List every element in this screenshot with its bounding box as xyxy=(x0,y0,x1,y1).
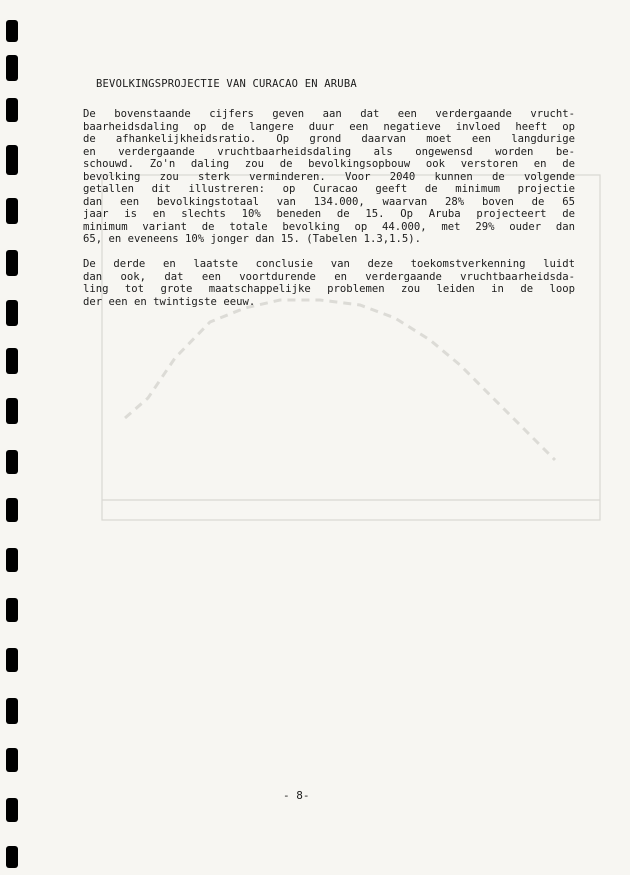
binding-mark-11 xyxy=(6,498,18,522)
page-number: - 8- xyxy=(283,789,310,802)
page-title: BEVOLKINGSPROJECTIE VAN CURACAO EN ARUBA xyxy=(96,78,357,90)
binding-mark-15 xyxy=(6,698,18,724)
binding-mark-3 xyxy=(6,98,18,122)
text-line: dan ook, dat een voortdurende en verdergaande vruchtbaarheidsda- xyxy=(83,270,575,283)
binding-mark-8 xyxy=(6,348,18,374)
text-line: ling tot grote maatschappelijke problemen zou leiden in de loop xyxy=(83,283,575,295)
binding-mark-17 xyxy=(6,798,18,822)
binding-mark-4 xyxy=(6,145,18,175)
text-line: bevolking zou sterk verminderen. Voor 2040 kunnen de volgende xyxy=(83,170,575,183)
binding-mark-9 xyxy=(6,398,18,424)
paragraph-1 xyxy=(83,108,575,246)
text-line: en verdergaande vruchtbaarheidsdaling als ongewensd worden be- xyxy=(83,145,575,158)
text-line: De derde en laatste conclusie van deze toekomstverkenning luidt xyxy=(83,258,575,270)
binding-mark-13 xyxy=(6,598,18,622)
binding-mark-10 xyxy=(6,450,18,474)
binding-mark-5 xyxy=(6,198,18,224)
binding-mark-12 xyxy=(6,548,18,572)
binding-mark-7 xyxy=(6,300,18,326)
text-line: 65, en eveneens 10% jonger dan 15. (Tabelen 1.3,1.5). xyxy=(83,233,422,245)
binding-mark-18 xyxy=(6,846,18,868)
binding-mark-16 xyxy=(6,748,18,772)
text-line: der een en twintigste eeuw. xyxy=(83,295,256,308)
text-line: schouwd. Zo'n daling zou de bevolkingsopbouw ook verstoren en de xyxy=(83,158,575,170)
text-line: de afhankelijkheidsratio. Op grond daarvan moet een langdurige xyxy=(83,133,575,145)
paragraph-2 xyxy=(83,258,575,308)
binding-mark-6 xyxy=(6,250,18,276)
binding-mark-1 xyxy=(6,20,18,42)
text-line: dan een bevolkingstotaal van 134.000, waarvan 28% boven de 65 xyxy=(83,195,575,208)
text-line: minimum variant de totale bevolking op 44.000, met 29% ouder dan xyxy=(83,220,575,233)
text-line: getallen dit illustreren: op Curacao geeft de minimum projectie xyxy=(83,183,575,195)
binding-mark-14 xyxy=(6,648,18,672)
text-line: De bovenstaande cijfers geven aan dat een verdergaande vrucht- xyxy=(83,108,575,120)
binding-mark-2 xyxy=(6,55,18,81)
text-line: jaar is en slechts 10% beneden de 15. Op Aruba projecteert de xyxy=(83,208,575,220)
text-line: baarheidsdaling op de langere duur een negatieve invloed heeft op xyxy=(83,120,575,133)
